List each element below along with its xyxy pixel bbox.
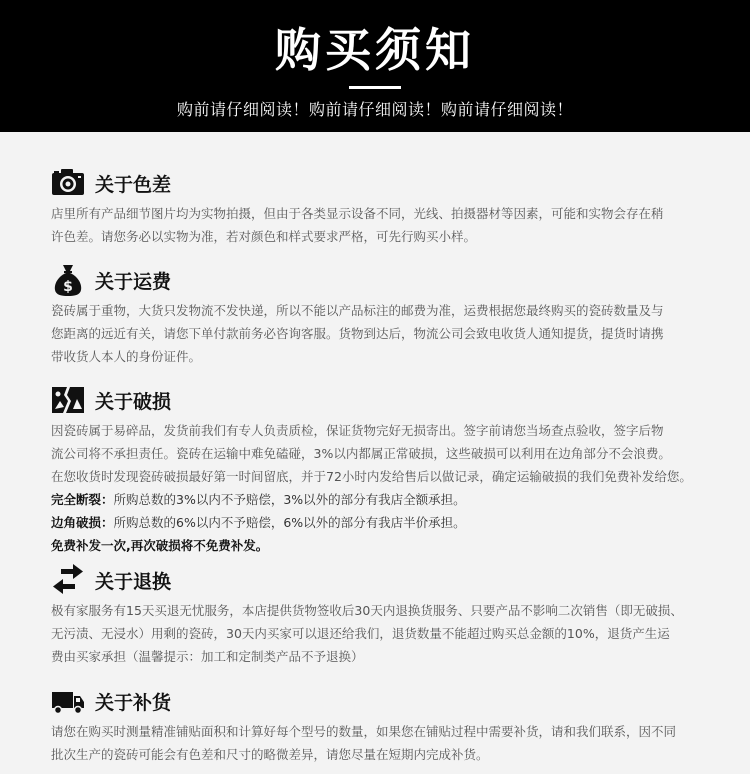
- section-title: 关于破损: [95, 391, 172, 413]
- section-body: [51, 419, 723, 557]
- body-line: 无污渍、无浸水）用剩的瓷砖，30天内买家可以退还给我们，退货数量不能超过购买总金额的10%，退货产生运: [51, 626, 670, 641]
- truck-icon: [51, 684, 85, 718]
- section-header: [51, 684, 723, 720]
- title-divider: [349, 86, 401, 89]
- page-subtitle: 购前请仔细阅读！购前请仔细阅读！购前请仔细阅读！: [176, 100, 573, 119]
- section-color-difference: [51, 166, 723, 248]
- body-line: 在您收货时发现瓷砖破损最好第一时间留底，并于72小时内发给售后以做记录，确定运输破损的我们免费补发给您。: [51, 469, 692, 484]
- header-banner: [0, 0, 750, 132]
- rule-text: 所购总数的3%以内不予赔偿，3%以外的部分有我店全额承担。: [113, 492, 466, 507]
- section-title: 关于补货: [95, 692, 172, 714]
- section-title: 关于色差: [95, 174, 172, 196]
- section-restock: [51, 684, 723, 766]
- body-line: 店里所有产品细节图片均为实物拍摄，但由于各类显示设备不同，光线、拍摄器材等因素，可能和实物会存在稍: [51, 206, 664, 221]
- rule-line-full-break: [51, 488, 723, 511]
- body-line: 您距离的远近有关，请您下单付款前务必咨询客服。货物到达后，物流公司会致电收货人通知提货，提货时请携: [51, 326, 664, 341]
- section-shipping: [51, 263, 723, 368]
- body-line: 瓷砖属于重物，大货只发物流不发快递，所以不能以产品标注的邮费为准，运费根据您最终购买的瓷砖数量及与: [51, 303, 664, 318]
- section-body: [51, 599, 723, 668]
- rule-line-edge-damage: [51, 511, 723, 534]
- section-header: [51, 263, 723, 299]
- section-returns: [51, 563, 723, 668]
- reship-note: 免费补发一次,再次破损将不免费补发。: [51, 538, 269, 553]
- body-line: 流公司将不承担责任。瓷砖在运输中难免磕碰，3%以内都属正常破损，这些破损可以利用在边角部分不会浪费。: [51, 446, 671, 461]
- body-line: 请您在购买时测量精准铺贴面积和计算好每个型号的数量，如果您在铺贴过程中需要补货，请和我们联系，因不同: [51, 724, 677, 739]
- section-title: 关于运费: [95, 271, 172, 293]
- svg-text:$: $: [63, 279, 73, 295]
- broken-tile-icon: [51, 383, 85, 417]
- section-body: [51, 299, 723, 368]
- camera-icon: [51, 166, 85, 200]
- section-header: [51, 166, 723, 202]
- rule-label: 边角破损：: [51, 515, 114, 530]
- section-header: [51, 383, 723, 419]
- rule-text: 所购总数的6%以内不予赔偿，6%以外的部分有我店半价承担。: [113, 515, 466, 530]
- section-header: [51, 563, 723, 599]
- body-line: 费由买家承担（温馨提示：加工和定制类产品不予退换）: [51, 649, 364, 664]
- section-title: 关于退换: [95, 571, 172, 593]
- body-line: 带收货人本人的身份证件。: [51, 349, 202, 364]
- body-line: 因瓷砖属于易碎品，发货前我们有专人负责质检，保证货物完好无损寄出。签字前请您当场查点验收，签字后物: [51, 423, 664, 438]
- section-damage: [51, 383, 723, 557]
- body-line: 批次生产的瓷砖可能会有色差和尺寸的略微差异，请您尽量在短期内完成补货。: [51, 747, 489, 762]
- exchange-arrows-icon: [51, 563, 85, 597]
- page-title: 购买须知: [275, 23, 475, 77]
- money-bag-icon: [51, 263, 85, 297]
- body-line: 极有家服务有15天买退无忧服务，本店提供货物签收后30天内退换货服务、只要产品不影响二次销售（即无破损、: [51, 603, 683, 618]
- body-line: 许色差。请您务必以实物为准，若对颜色和样式要求严格，可先行购买小样。: [51, 229, 477, 244]
- section-body: [51, 720, 723, 766]
- rule-label: 完全断裂：: [51, 492, 114, 507]
- section-body: [51, 202, 723, 248]
